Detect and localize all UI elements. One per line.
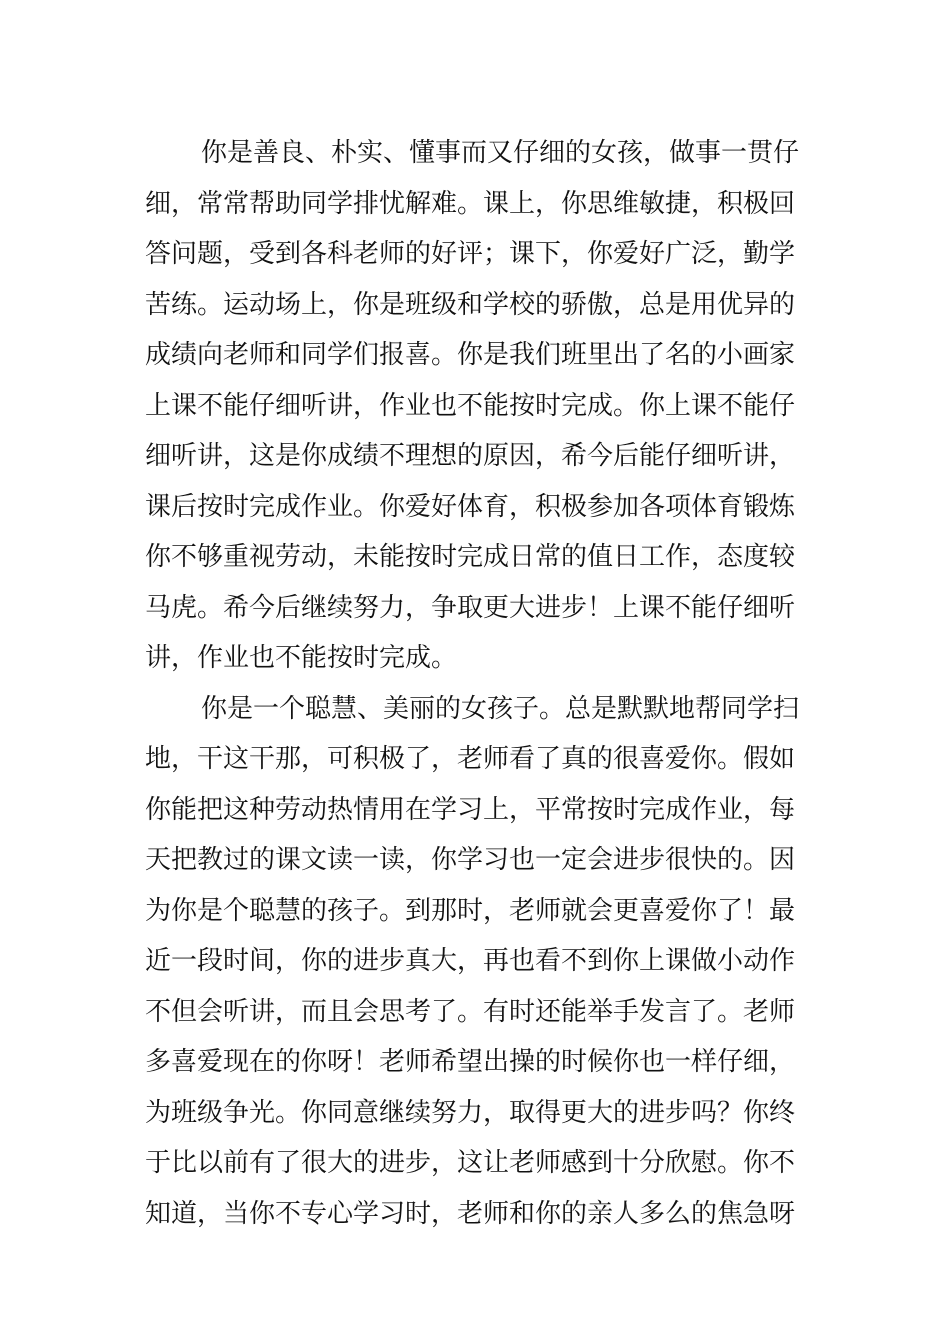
text-line: 不但会听讲，而且会思考了。有时还能举手发言了。老师 (145, 996, 796, 1027)
text-line: 于比以前有了很大的进步，这让老师感到十分欣慰。你不 (145, 1148, 796, 1178)
text-line: 课后按时完成作业。你爱好体育，积极参加各项体育锻炼 (145, 491, 796, 522)
text-line: 你是善良、朴实、懂事而又仔细的女孩，做事一贯仔 (201, 138, 800, 168)
text-line: 苦练。运动场上，你是班级和学校的骄傲，总是用优异的 (145, 289, 796, 320)
text-line: 你能把这种劳动热情用在学习上，平常按时完成作业，每 (145, 794, 796, 825)
text-line: 马虎。希今后继续努力，争取更大进步！上课不能仔细听 (145, 592, 796, 623)
text-line: 为你是个聪慧的孩子。到那时，老师就会更喜爱你了！最 (145, 895, 796, 926)
text-line: 上课不能仔细听讲，作业也不能按时完成。你上课不能仔 (145, 390, 796, 421)
text-line: 地，干这干那，可积极了，老师看了真的很喜爱你。假如 (145, 744, 796, 774)
text-line: 为班级争光。你同意继续努力，取得更大的进步吗？你终 (145, 1097, 796, 1128)
text-line: 细，常常帮助同学排忧解难。课上，你思维敏捷，积极回 (145, 188, 796, 219)
paragraph-2 (145, 684, 815, 1240)
text-line: 讲，作业也不能按时完成。 (145, 643, 458, 673)
text-line: 知道，当你不专心学习时，老师和你的亲人多么的焦急呀 (145, 1198, 796, 1229)
text-line: 答问题，受到各科老师的好评；课下，你爱好广泛，勤学 (145, 239, 796, 269)
text-line: 近一段时间，你的进步真大，再也看不到你上课做小动作 (145, 946, 796, 976)
text-line: 你是一个聪慧、美丽的女孩子。总是默默地帮同学扫 (201, 693, 800, 724)
paragraph-1 (145, 128, 815, 684)
text-line: 多喜爱现在的你呀！老师希望出操的时候你也一样仔细， (145, 1047, 796, 1077)
text-line: 细听讲，这是你成绩不理想的原因，希今后能仔细听讲， (145, 441, 796, 471)
document-body (145, 128, 815, 1239)
text-line: 成绩向老师和同学们报喜。你是我们班里出了名的小画家 (145, 340, 796, 370)
text-line: 天把教过的课文读一读，你学习也一定会进步很快的。因 (145, 845, 796, 875)
text-line: 你不够重视劳动，未能按时完成日常的值日工作，态度较 (145, 542, 796, 572)
